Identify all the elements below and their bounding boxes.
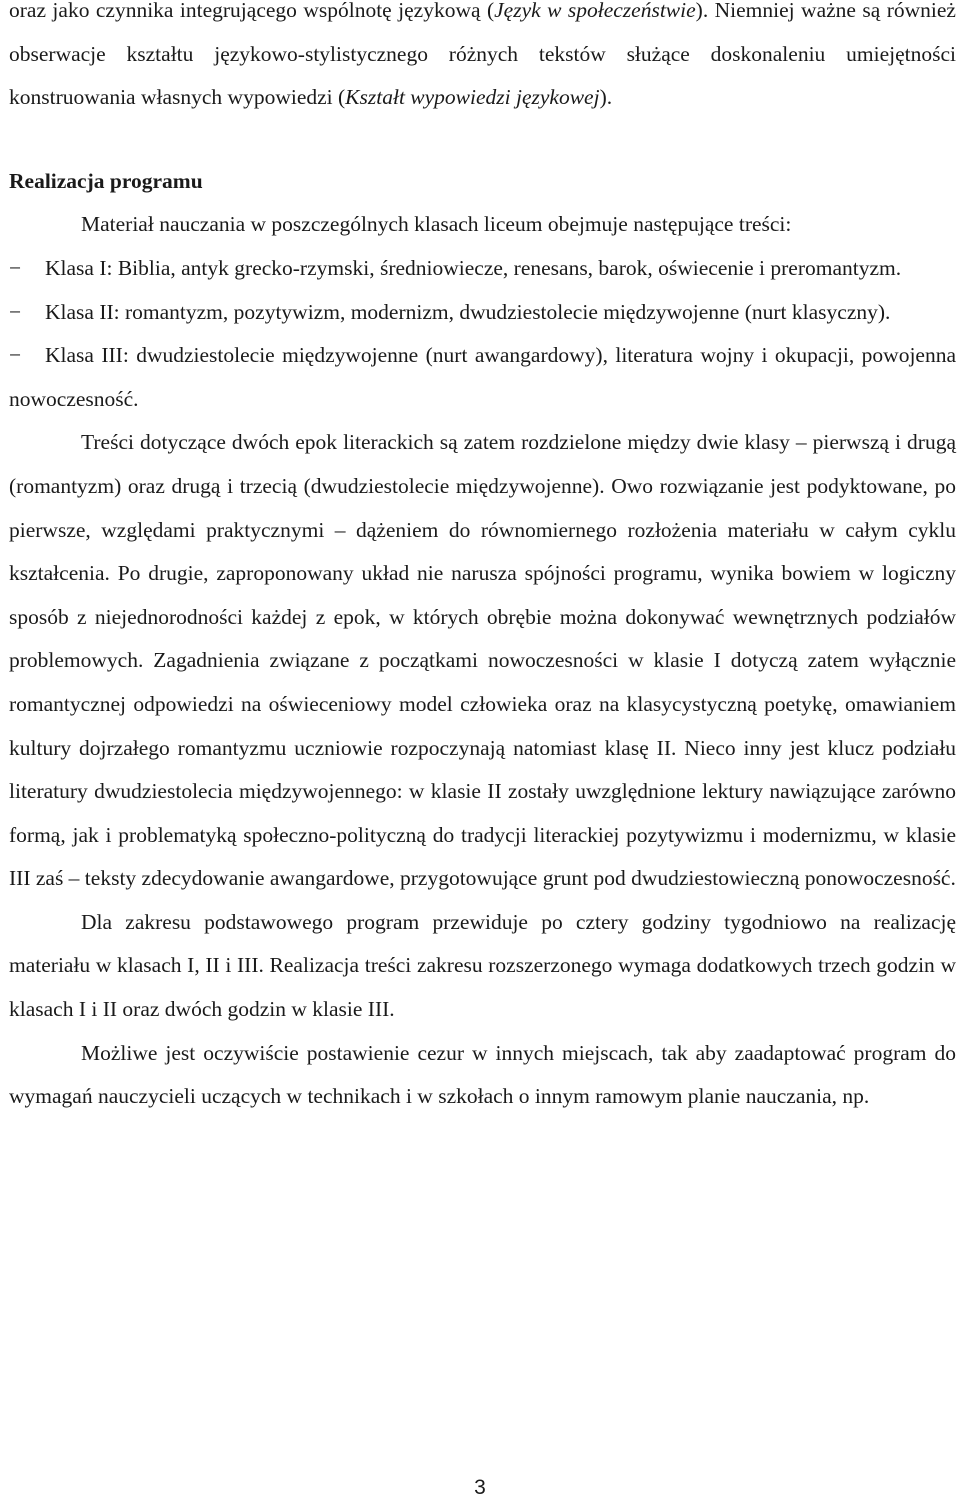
- dash-bullet: −: [9, 299, 22, 324]
- intro-italic-title-2: Kształt wypowiedzi językowej: [345, 85, 600, 110]
- section-lead: Materiał nauczania w poszczególnych klasach liceum obejmuje następujące treści:: [81, 212, 792, 237]
- intro-text-2: ). Niemniej ważne są również obserwacje kształtu językowo-stylistycznego różnych tekstów służące doskonaleniu umiejętności konstruowania własnych wypowiedzi (: [9, 0, 956, 110]
- document-page: [9, 0, 956, 1119]
- list-item: [9, 247, 956, 291]
- page-number: 3: [474, 1476, 486, 1499]
- intro-text-3: ).: [599, 85, 613, 110]
- body-paragraph-3: Możliwe jest oczywiście postawienie cezur w innych miejscach, tak aby zaadaptować program do wymagań nauczycieli uczących w technikach i w szkołach o innym ramowym planie nauczania, np.: [9, 1040, 956, 1109]
- body-paragraph-2: Dla zakresu podstawowego program przewiduje po cztery godziny tygodniowo na realizację materiału w klasach I, II i III. Realizacja treści zakresu rozszerzonego wymaga dodatkowych trzech godzin w klasach I i II oraz dwóch godzin w klasie III.: [9, 909, 956, 1022]
- list-item-text: Klasa II: romantyzm, pozytywizm, modernizm, dwudziestolecie międzywojenne (nurt klasyczny).: [45, 299, 891, 324]
- list-item: [9, 291, 956, 335]
- intro-italic-title-1: Język w społeczeństwie: [494, 0, 696, 22]
- dash-bullet: −: [9, 255, 22, 280]
- list-item: [9, 334, 956, 421]
- list-item-text: Klasa III: dwudziestolecie międzywojenne (nurt awangardowy), literatura wojny i okupacji, powojenna nowoczesność.: [9, 343, 956, 411]
- section-heading: Realizacja programu: [9, 168, 203, 193]
- list-item-text: Klasa I: Biblia, antyk grecko-rzymski, średniowiecze, renesans, barok, oświecenie i preromantyzm.: [45, 255, 902, 280]
- intro-text-1: oraz jako czynnika integrującego wspólnotę językową (: [9, 0, 495, 22]
- intro-paragraph: [9, 0, 956, 120]
- body-paragraph-1: Treści dotyczące dwóch epok literackich są zatem rozdzielone między dwie klasy – pierwszą i drugą (romantyzm) oraz drugą i trzecią (dwudziestolecie międzywojenne). Owo rozwiązanie jest podyktowane, po pierwsze, względami praktycznymi – dążeniem do równomiernego rozłożenia materiału w całym cyklu kształcenia. Po drugie, zaproponowany układ nie narusza spójności programu, wynika bowiem w logiczny sposób z niejednorodności każdej z epok, w których obrębie można dokonywać wewnętrznych podziałów problemowych. Zagadnienia związane z początkami nowoczesności w klasie I dotyczą zatem wyłącznie romantycznej odpowiedzi na oświeceniowy model człowieka oraz na klasycystyczną poetykę, omawianiem kultury dojrzałego romantyzmu uczniowie rozpoczynają natomiast klasę II. Nieco inny jest klucz podziału literatury dwudziestolecia międzywojennego: w klasie II zostały uwzględnione lektury nawiązujące zarówno formą, jak i problematyką społeczno-polityczną do tradycji literackiej pozytywizmu i modernizmu, w klasie III zaś – teksty zdecydowanie awangardowe, przygotowujące grunt pod dwudziestowieczną ponowoczesność.: [9, 430, 956, 891]
- dash-bullet: −: [9, 343, 22, 368]
